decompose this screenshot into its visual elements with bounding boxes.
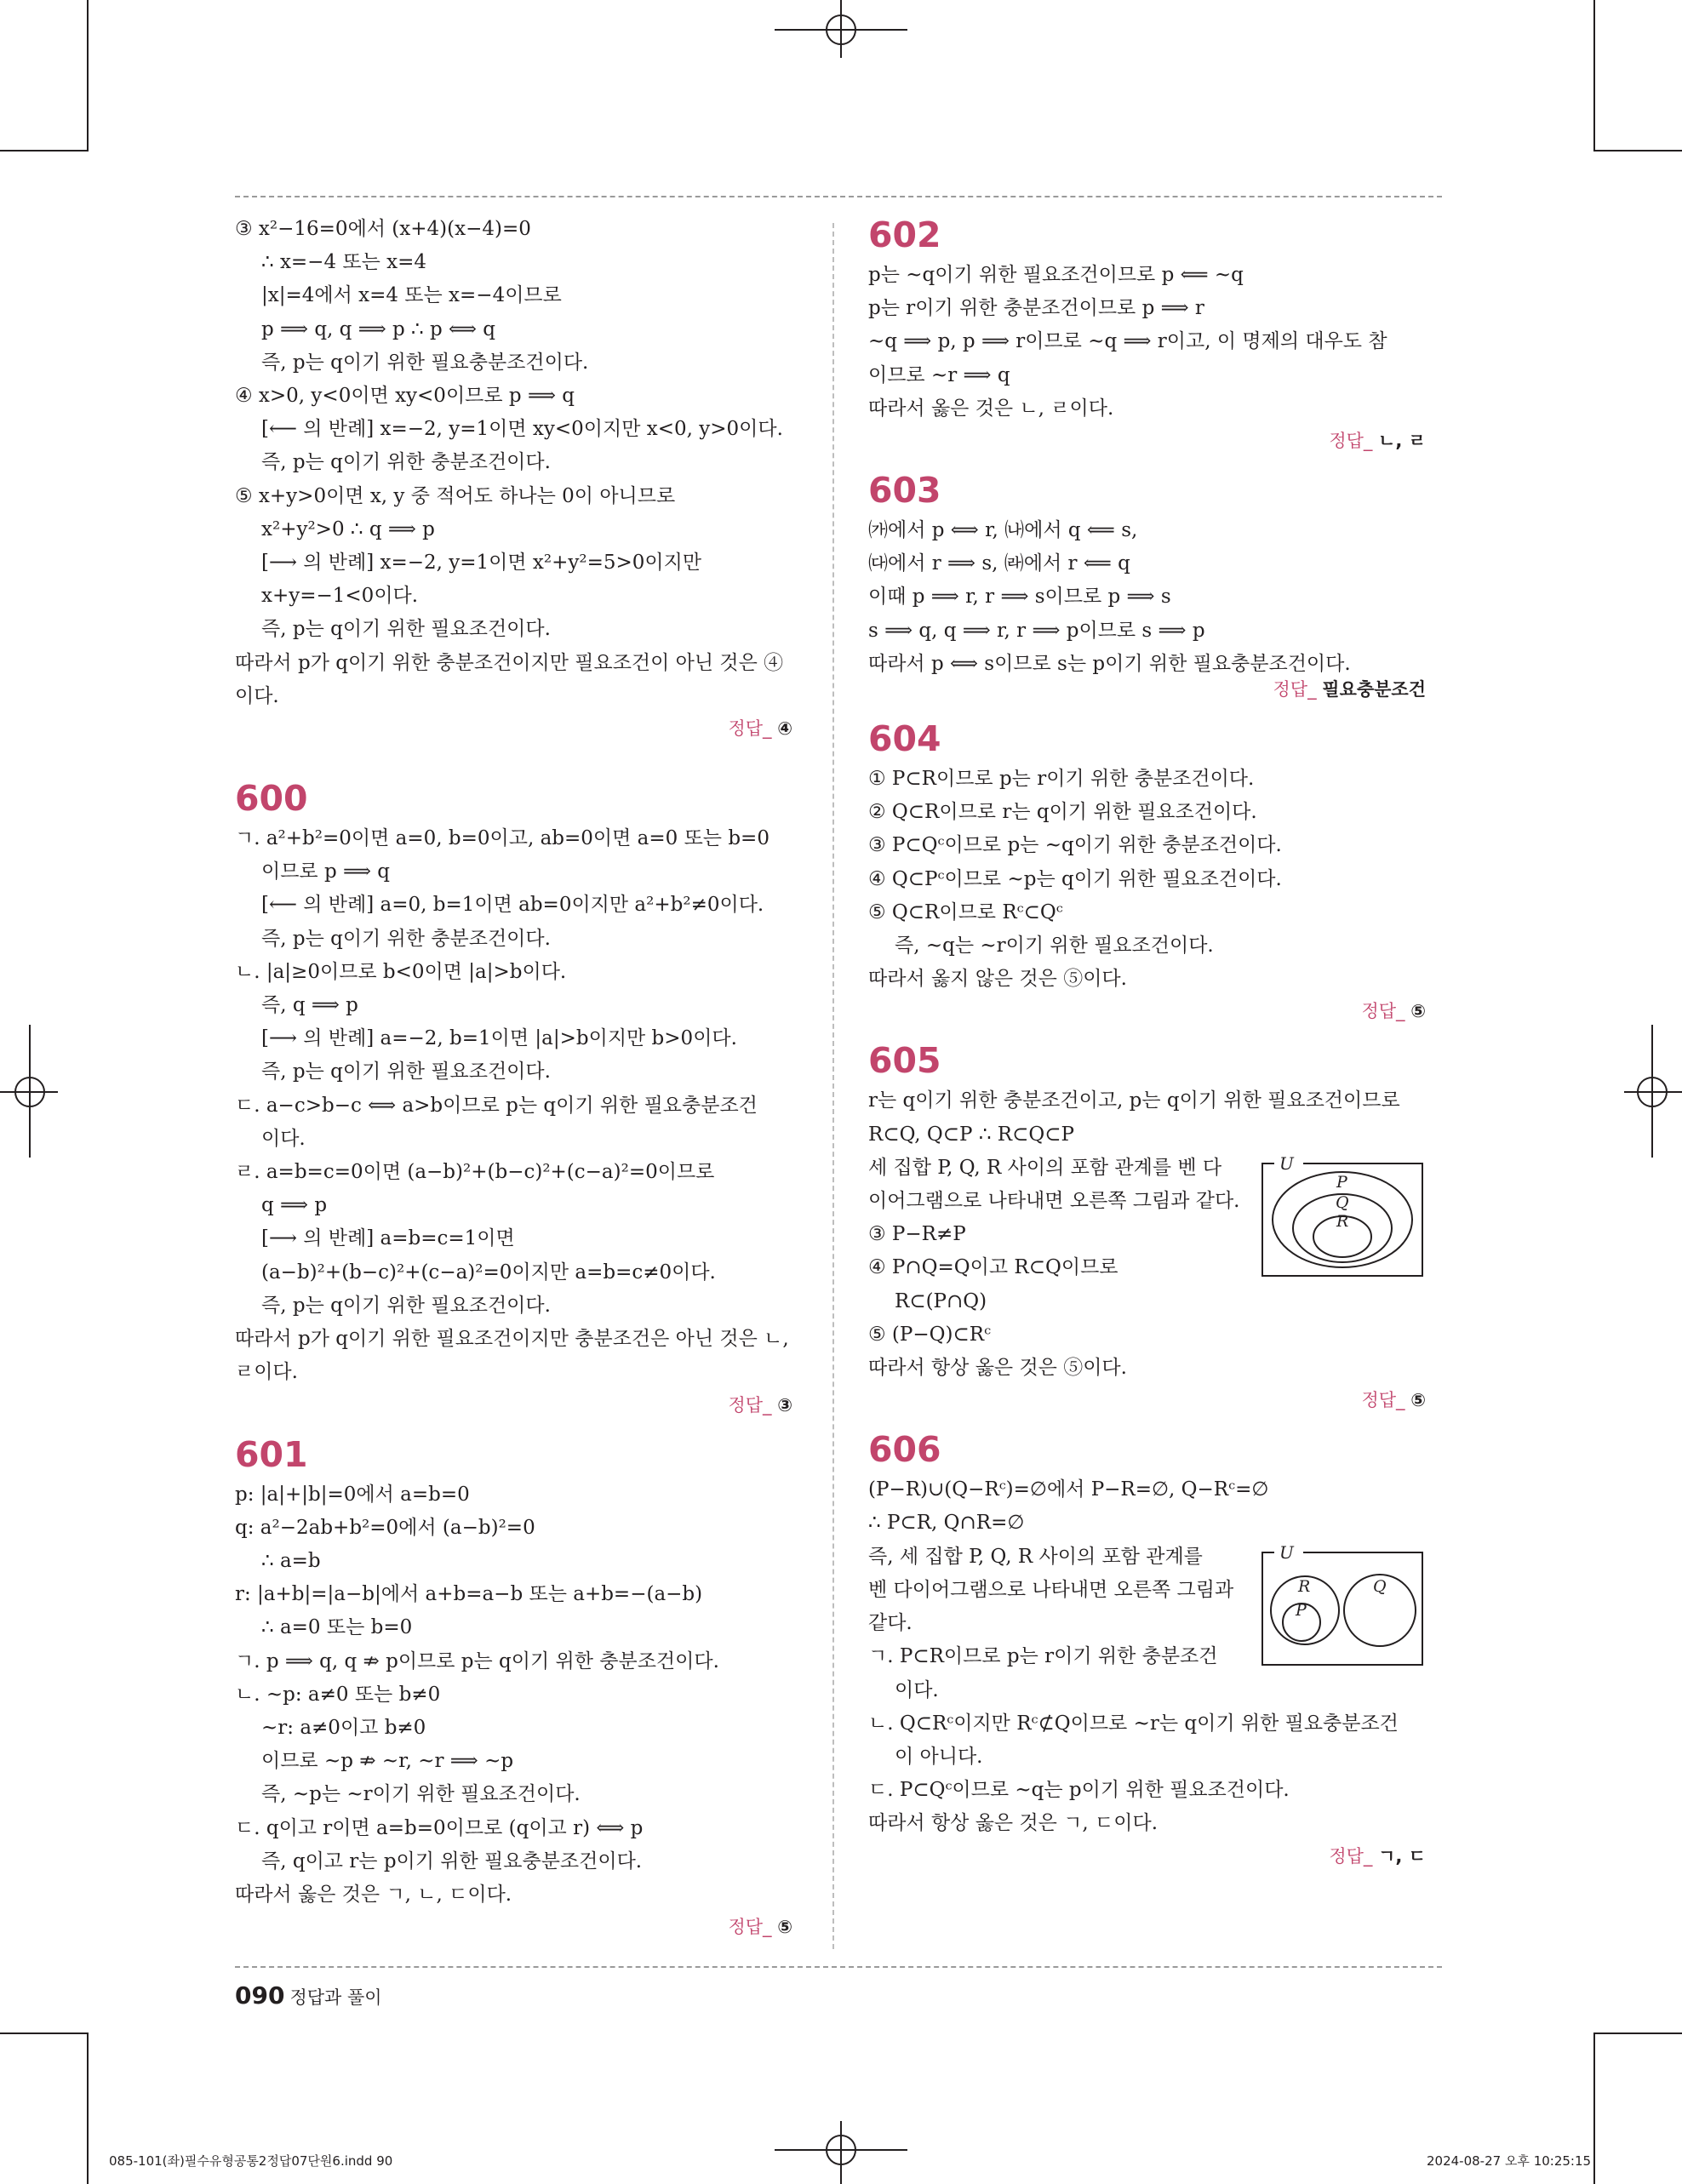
solution-line: 벤 다이어그램으로 나타내면 오른쪽 그림과 <box>868 1578 1234 1601</box>
answer-603: 정답_ 필요충분조건 <box>1273 679 1426 700</box>
solution-line: ∴ P⊂R, Q∩R=∅ <box>868 1512 1025 1535</box>
problem-603-solution <box>868 514 1426 681</box>
solution-line: 이다. <box>261 1127 306 1150</box>
solution-line: ㄷ. a−c>b−c ⟺ a>b이므로 p는 q이기 위한 필요충분조건 <box>235 1094 758 1117</box>
solution-line: R⊂Q, Q⊂P ∴ R⊂Q⊂P <box>868 1123 1074 1146</box>
crop-mark <box>0 2032 87 2034</box>
solution-line: ~q ⟹ p, p ⟹ r이므로 ~q ⟹ r이고, 이 명제의 대우도 참 <box>868 330 1387 353</box>
problem-number-604: 604 <box>868 718 941 760</box>
answer-600: 정답_ ③ <box>728 1394 792 1415</box>
set-q-label: Q <box>1373 1576 1387 1596</box>
solution-line: 즉, p는 q이기 위한 필요조건이다. <box>261 1294 551 1317</box>
solution-line: p ⟹ q, q ⟹ p ∴ p ⟺ q <box>261 317 496 340</box>
page-footer <box>235 1981 382 2010</box>
solution-line: 따라서 옳지 않은 것은 ⑤이다. <box>868 968 1127 991</box>
solution-line: ③ P−R≠P <box>868 1223 966 1246</box>
solution-line: ⑤ x+y>0이면 x, y 중 적어도 하나는 0이 아니므로 <box>235 484 676 507</box>
solution-line: 세 집합 P, Q, R 사이의 포함 관계를 벤 다 <box>868 1156 1222 1179</box>
crop-mark <box>87 2032 89 2184</box>
registration-mark <box>826 14 856 45</box>
problem-number-602: 602 <box>868 214 941 255</box>
solution-line: 즉, p는 q이기 위한 충분조건이다. <box>261 927 551 950</box>
solution-line: ㄱ. a²+b²=0이면 a=0, b=0이고, ab=0이면 a=0 또는 b=0 <box>235 827 769 850</box>
solution-line: 즉, ~p는 ~r이기 위한 필요조건이다. <box>261 1783 581 1806</box>
problem-605-solution-top <box>868 1084 1426 1151</box>
problem-number-601: 601 <box>235 1433 308 1475</box>
solution-line: [⟶ 의 반례] a=b=c=1이면 <box>261 1227 515 1250</box>
solution-line: ⑤ (P−Q)⊂Rᶜ <box>868 1323 992 1346</box>
solution-line: ∴ a=b <box>261 1549 321 1572</box>
set-r-label: R <box>1336 1211 1349 1231</box>
solution-line: [⟵ 의 반례] a=0, b=1이면 ab=0이지만 a²+b²≠0이다. <box>261 894 764 917</box>
answer-599: 정답_ ④ <box>728 718 792 740</box>
solution-line: ② Q⊂R이므로 r는 q이기 위한 필요조건이다. <box>868 801 1257 824</box>
problem-605-solution-side <box>868 1152 1239 1285</box>
solution-line: 따라서 항상 옳은 것은 ㄱ, ㄷ이다. <box>868 1812 1159 1835</box>
solution-line: 이어그램으로 나타내면 오른쪽 그림과 같다. <box>868 1190 1240 1213</box>
problem-601-solution <box>235 1478 792 1912</box>
solution-line: p: |a|+|b|=0에서 a=b=0 <box>235 1483 470 1506</box>
problem-599-solution <box>235 213 792 713</box>
page-title: 정답과 풀이 <box>289 1987 382 2008</box>
solution-line: ㄹ. a=b=c=0이면 (a−b)²+(b−c)²+(c−a)²=0이므로 <box>235 1161 715 1184</box>
solution-line: [⟶ 의 반례] x=−2, y=1이면 x²+y²=5>0이지만 <box>261 552 702 575</box>
solution-line: x²+y²>0 ∴ q ⟹ p <box>261 517 435 540</box>
solution-line: |x|=4에서 x=4 또는 x=−4이므로 <box>261 284 562 307</box>
solution-line: ㄴ. |a|≥0이므로 b<0이면 |a|>b이다. <box>235 960 567 983</box>
column-divider <box>832 223 834 1949</box>
problem-606-solution-side <box>868 1541 1233 1674</box>
solution-line: q ⟹ p <box>261 1194 328 1217</box>
solution-line: r: |a+b|=|a−b|에서 a+b=a−b 또는 a+b=−(a−b) <box>235 1583 703 1606</box>
crop-mark <box>87 0 89 152</box>
solution-line: 즉, p는 q이기 위한 충분조건이다. <box>261 451 551 474</box>
solution-line: [⟵ 의 반례] x=−2, y=1이면 xy<0이지만 x<0, y>0이다. <box>261 418 783 441</box>
solution-line: ④ x>0, y<0이면 xy<0이므로 p ⟹ q <box>235 385 575 408</box>
problem-604-solution <box>868 763 1426 996</box>
crop-mark <box>1595 150 1682 152</box>
bottom-dashed-rule <box>235 1966 1442 1968</box>
solution-line: 이므로 ~p ⇏ ~r, ~r ⟹ ~p <box>261 1750 514 1773</box>
solution-line: ③ P⊂Qᶜ이므로 p는 ~q이기 위한 충분조건이다. <box>868 834 1282 857</box>
solution-line: ㄱ. P⊂R이므로 p는 r이기 위한 충분조건 <box>868 1645 1218 1668</box>
solution-line: 이므로 ~r ⟹ q <box>868 363 1010 386</box>
solution-line: 즉, p는 q이기 위한 필요조건이다. <box>261 618 551 641</box>
solution-line: ㄷ. q이고 r이면 a=b=0이므로 (q이고 r) ⟺ p <box>235 1816 644 1839</box>
solution-line: ∴ a=0 또는 b=0 <box>261 1616 413 1639</box>
solution-line: s ⟹ q, q ⟹ r, r ⟹ p이므로 s ⟹ p <box>868 619 1205 642</box>
solution-line: 즉, p는 q이기 위한 필요조건이다. <box>261 1061 551 1083</box>
solution-line: q: a²−2ab+b²=0에서 (a−b)²=0 <box>235 1516 535 1539</box>
solution-line: ㄴ. ~p: a≠0 또는 b≠0 <box>235 1683 441 1706</box>
set-p-label: P <box>1296 1600 1307 1620</box>
solution-line: 이므로 p ⟹ q <box>261 860 391 883</box>
solution-line: ㈐에서 r ⟹ s, ㈑에서 r ⟸ q <box>868 552 1130 575</box>
answer-604: 정답_ ⑤ <box>1361 1001 1426 1022</box>
problem-605-solution-bottom <box>868 1285 1426 1386</box>
solution-line: [⟶ 의 반례] a=−2, b=1이면 |a|>b이지만 b>0이다. <box>261 1027 737 1050</box>
problem-606-solution-top <box>868 1473 1426 1540</box>
crop-mark <box>1593 2032 1595 2184</box>
solution-line: 따라서 옳은 것은 ㄱ, ㄴ, ㄷ이다. <box>235 1883 512 1906</box>
solution-line: ④ Q⊂Pᶜ이므로 ~p는 q이기 위한 필요조건이다. <box>868 867 1282 890</box>
solution-line: R⊂(P∩Q) <box>895 1289 987 1312</box>
solution-line: ㈎에서 p ⟺ r, ㈏에서 q ⟸ s, <box>868 519 1138 542</box>
solution-line: ㄱ. p ⟹ q, q ⇏ p이므로 p는 q이기 위한 충분조건이다. <box>235 1649 719 1672</box>
answer-602: 정답_ ㄴ, ㄹ <box>1329 431 1426 452</box>
solution-line: 즉, ~q는 ~r이기 위한 필요조건이다. <box>895 935 1214 958</box>
crop-mark <box>1595 2032 1682 2034</box>
solution-line: r는 q이기 위한 충분조건이고, p는 q이기 위한 필요조건이므로 <box>868 1089 1400 1112</box>
universal-set-label: U <box>1279 1543 1294 1563</box>
solution-line: 즉, p는 q이기 위한 필요충분조건이다. <box>261 351 589 374</box>
registration-mark <box>1637 1077 1668 1107</box>
solution-line: ④ P∩Q=Q이고 R⊂Q이므로 <box>868 1256 1118 1279</box>
solution-line: ③ x²−16=0에서 (x+4)(x−4)=0 <box>235 218 531 240</box>
crop-mark <box>1593 0 1595 152</box>
solution-line: 이다. <box>895 1678 939 1701</box>
problem-number-605: 605 <box>868 1040 941 1082</box>
print-slug-file: 085-101(좌)필수유형공통2정답07단원6.indd 90 <box>109 2153 393 2169</box>
solution-line: p는 ~q이기 위한 필요조건이므로 p ⟸ ~q <box>868 264 1244 286</box>
solution-line: x+y=−1<0이다. <box>261 585 419 608</box>
set-r-label: R <box>1298 1576 1311 1596</box>
solution-line: p는 r이기 위한 충분조건이므로 p ⟹ r <box>868 297 1204 320</box>
solution-line: 이다. <box>235 684 279 707</box>
left-column <box>235 213 792 1942</box>
problem-600-solution <box>235 822 792 1389</box>
problem-number-603: 603 <box>868 470 941 512</box>
solution-line: ㄷ. P⊂Qᶜ이므로 ~q는 p이기 위한 필요조건이다. <box>868 1779 1290 1802</box>
universal-set-box <box>1262 1552 1422 1665</box>
crop-mark <box>0 150 87 152</box>
set-p-label: P <box>1336 1172 1347 1192</box>
solution-line: ① P⊂R이므로 p는 r이기 위한 충분조건이다. <box>868 768 1255 791</box>
solution-line: 따라서 옳은 것은 ㄴ, ㄹ이다. <box>868 397 1114 420</box>
solution-line: (a−b)²+(b−c)²+(c−a)²=0이지만 a=b=c≠0이다. <box>261 1261 716 1284</box>
venn-diagram-606 <box>1261 1544 1426 1668</box>
problem-number-600: 600 <box>235 778 308 820</box>
solution-line: ㄴ. Q⊂Rᶜ이지만 Rᶜ⊄Q이므로 ~r는 q이기 위한 필요충분조건 <box>868 1712 1399 1735</box>
print-slug-date: 2024-08-27 오후 10:25:15 <box>1427 2153 1592 2169</box>
right-column <box>868 213 1426 1872</box>
problem-number-606: 606 <box>868 1429 941 1471</box>
solution-line: 즉, 세 집합 P, Q, R 사이의 포함 관계를 <box>868 1545 1203 1568</box>
solution-line: ~r: a≠0이고 b≠0 <box>261 1716 426 1739</box>
solution-line: 따라서 p가 q이기 위한 필요조건이지만 충분조건은 아닌 것은 ㄴ, <box>235 1328 789 1351</box>
problem-606-solution-bottom <box>868 1674 1426 1841</box>
page-number: 090 <box>235 1981 285 2010</box>
solution-line: 같다. <box>868 1612 913 1635</box>
solution-line: 이 아니다. <box>895 1745 983 1768</box>
registration-mark <box>14 1077 45 1107</box>
problem-602-solution <box>868 259 1426 426</box>
solution-line: 즉, q이고 r는 p이기 위한 필요충분조건이다. <box>261 1850 643 1872</box>
solution-line: 따라서 항상 옳은 것은 ⑤이다. <box>868 1357 1127 1380</box>
set-q-label: Q <box>1336 1192 1349 1212</box>
solution-line: 따라서 p가 q이기 위한 충분조건이지만 필요조건이 아닌 것은 ④ <box>235 651 784 674</box>
solution-line: 따라서 p ⟺ s이므로 s는 p이기 위한 필요충분조건이다. <box>868 652 1351 675</box>
solution-line: 즉, q ⟹ p <box>261 994 358 1017</box>
solution-line: ㄹ이다. <box>235 1361 298 1384</box>
top-dashed-rule <box>235 196 1442 197</box>
solution-line: ⑤ Q⊂R이므로 Rᶜ⊂Qᶜ <box>868 900 1063 923</box>
solution-line: (P−R)∪(Q−Rᶜ)=∅에서 P−R=∅, Q−Rᶜ=∅ <box>868 1478 1269 1501</box>
universal-set-label: U <box>1279 1154 1294 1174</box>
answer-606: 정답_ ㄱ, ㄷ <box>1329 1845 1426 1867</box>
answer-605: 정답_ ⑤ <box>1361 1390 1426 1411</box>
solution-line: ∴ x=−4 또는 x=4 <box>261 251 427 274</box>
registration-mark <box>826 2135 856 2165</box>
solution-line: 이때 p ⟹ r, r ⟹ s이므로 p ⟹ s <box>868 586 1171 609</box>
venn-diagram-605 <box>1261 1155 1426 1279</box>
answer-601: 정답_ ⑤ <box>728 1917 792 1938</box>
